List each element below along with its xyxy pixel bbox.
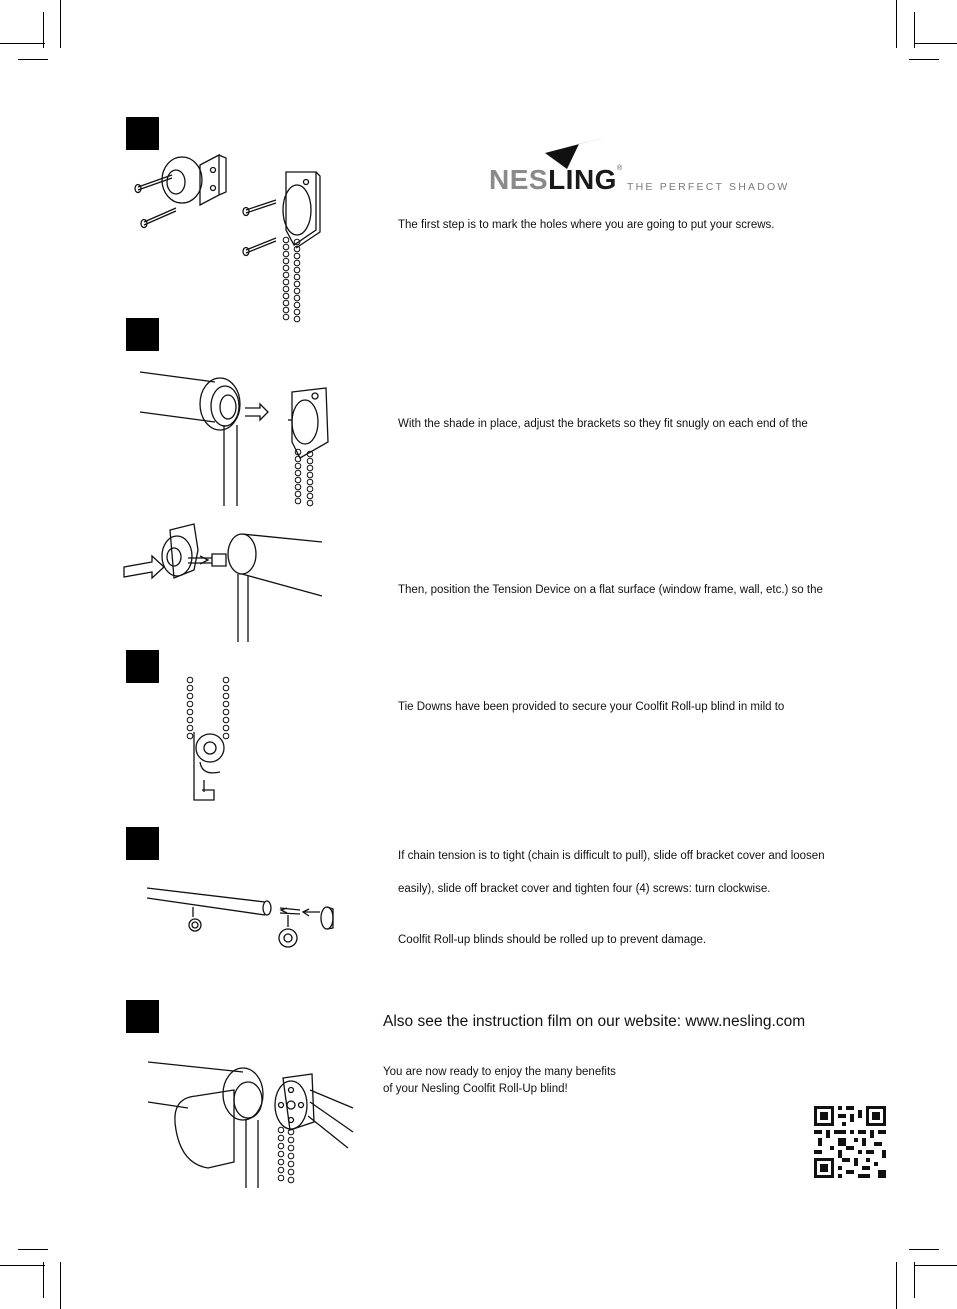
step-2-roller-bracket-illustration xyxy=(140,370,340,510)
step-2-text: With the shade in place, adjust the brackets so they fit snugly on each end of the xyxy=(398,418,808,430)
step-4-text-line-1: If chain tension is to tight (chain is difficult to pull), slide off bracket cover and loosen xyxy=(398,850,825,862)
step-1-text: The first step is to mark the holes where you are going to put your screws. xyxy=(398,219,775,231)
step-1-marker xyxy=(126,117,159,150)
step-5-marker xyxy=(126,1000,159,1033)
step-3-tie-down-illustration xyxy=(180,672,240,807)
step-4-text-line-2: easily), slide off bracket cover and tighten four (4) screws: turn clockwise. xyxy=(398,883,771,895)
logo-wordmark xyxy=(489,164,617,196)
qr-code-icon[interactable] xyxy=(814,1106,886,1178)
step-3-text: Tie Downs have been provided to secure your Coolfit Roll-up blind in mild to xyxy=(398,701,785,713)
step-4-text-line-3: Coolfit Roll-up blinds should be rolled up to prevent damage. xyxy=(398,934,707,946)
logo-tagline: THE PERFECT SHADOW xyxy=(627,181,790,193)
step-4-rod-rings-illustration xyxy=(145,882,340,957)
closing-line-2: of your Nesling Coolfit Roll-Up blind! xyxy=(383,1083,568,1095)
step-3-marker xyxy=(126,650,159,683)
website-note: Also see the instruction film on our website: www.nesling.com xyxy=(383,1013,806,1030)
step-5-assembled-roller-illustration xyxy=(148,1060,358,1190)
step-2b-tension-device-illustration xyxy=(122,520,327,645)
logo-registered-mark: ® xyxy=(617,165,623,172)
step-4-marker xyxy=(126,827,159,860)
closing-line-1: You are now ready to enjoy the many benefits xyxy=(383,1066,616,1078)
logo-ling: LING xyxy=(548,164,617,195)
logo-nes: NES xyxy=(489,164,549,195)
step-1-bracket-screws-illustration xyxy=(134,150,334,325)
step-2b-text: Then, position the Tension Device on a flat surface (window frame, wall, etc.) so the xyxy=(398,584,823,596)
